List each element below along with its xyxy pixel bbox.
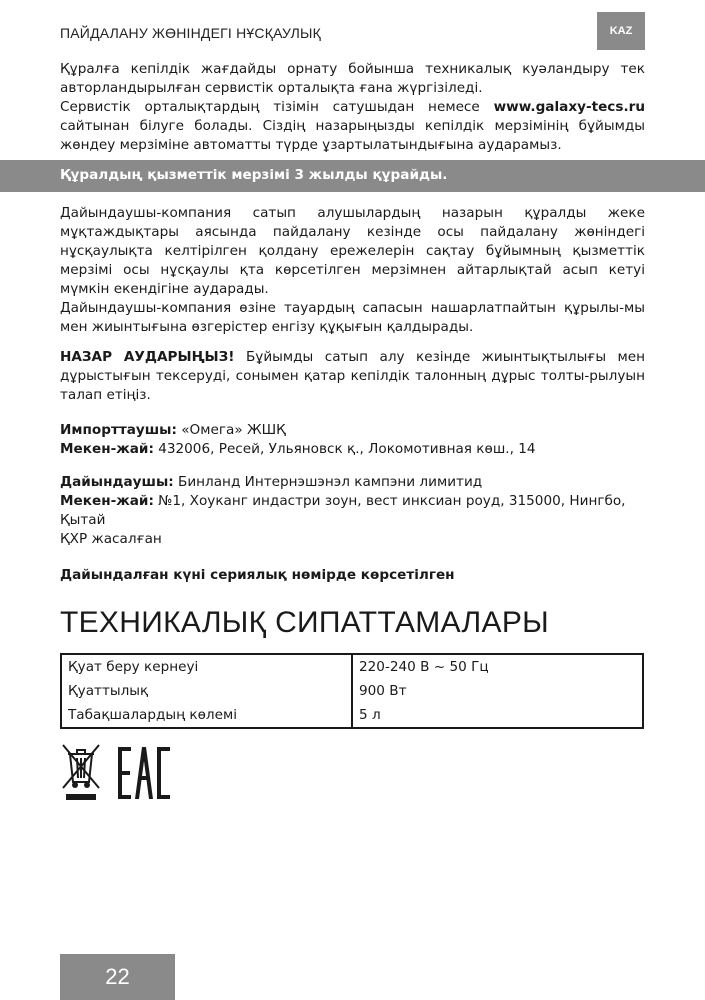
warranty-text-2-end: сайтынан білуге болады. Сіздің назарыңызды кепілдік мерзімінің бұйымды жөндеу мерзіміне автоматты түрде ұзартылатындығына аударамыз. [60, 118, 645, 153]
importer-address-label: Мекен-жай: [60, 441, 154, 457]
manufacturer-section [60, 473, 645, 549]
table-row [61, 654, 643, 679]
spec-value: 5 л [352, 703, 643, 728]
service-life-section [60, 204, 645, 337]
service-life-banner-text: Құралдың қызметтік мерзімі 3 жылды құрайды. [60, 167, 448, 183]
specs-table [60, 653, 644, 729]
importer-section [60, 421, 645, 459]
page-header-title: ПАЙДАЛАНУ ЖӨНІНДЕГІ НҰСҚАУЛЫҚ [60, 25, 321, 41]
importer-label: Импорттаушы: [60, 422, 177, 438]
manufacturer-address-label: Мекен-жай: [60, 493, 154, 509]
crossed-bin-icon [60, 742, 102, 802]
attention-text: Бұйымды сатып алу кезінде жиынтықтылығы мен дұрыстығын тексеруді, сонымен қатар кепілдік талонның дұрыс толты-рылуын талап етіңіз. [60, 349, 645, 403]
specs-title: ТЕХНИКАЛЫҚ СИПАТТАМАЛАРЫ [60, 606, 550, 639]
page-number: 22 [60, 954, 175, 1000]
spec-label: Қуаттылық [61, 679, 352, 703]
spec-value: 220-240 В ~ 50 Гц [352, 654, 643, 679]
manufacturer-address-value: №1, Хоуканг индастри зоун, вест инксиан роуд, 315000, Нингбо, Қытай [60, 493, 626, 528]
manufacturer-value: Бинланд Интернэшэнэл кампэни лимитид [173, 474, 483, 490]
website-link[interactable]: www.galaxy-tecs.ru [493, 99, 645, 115]
eac-mark-icon [118, 747, 170, 799]
importer-value: «Омега» ЖШҚ [176, 422, 286, 438]
spec-label: Қуат беру кернеуі [61, 654, 352, 679]
warranty-text-1: Құралға кепілдік жағдайды орнату бойынша техникалық куәландыру тек авторландырылған сервистік орталықта ғана жүргізіледі. [60, 61, 645, 96]
language-badge: KAZ [597, 12, 645, 50]
spec-label: Табақшалардың көлемі [61, 703, 352, 728]
production-date: Дайындалған күні сериялық нөмірде көрсетілген [60, 567, 455, 583]
warranty-text-2-start: Сервистік орталықтардың тізімін сатушыдан немесе [60, 99, 494, 115]
service-text-2: Дайындаушы-компания өзіне тауардың сапасын нашарлатпайтын құрылы-мы мен жиынтығына өзгерістер енгізу құқығын қалдырады. [60, 300, 645, 335]
manufacturer-label: Дайындаушы: [60, 474, 174, 490]
table-row [61, 703, 643, 728]
attention-label: НАЗАР АУДАРЫҢЫЗ! [60, 349, 235, 365]
warranty-section [60, 60, 645, 155]
made-in: ҚХР жасалған [60, 531, 162, 547]
spec-value: 900 Вт [352, 679, 643, 703]
service-text-1: Дайындаушы-компания сатып алушылардың назарын құралды жеке мұқтаждықтары аясында пайдалану кезінде осы пайдалану жөніндегі нұсқаулықта келтірілген қолдану ережелерін сақтау бұйымның қызметтік мерзімі осы нұсқаулы қта көрсетілген мерзімнен айтарлықтай асып кетуі мүмкін екендігіне аударады. [60, 205, 645, 297]
attention-section [60, 348, 645, 405]
importer-address-value: 432006, Ресей, Ульяновск қ., Локомотивная көш., 14 [153, 441, 536, 457]
table-row [61, 679, 643, 703]
